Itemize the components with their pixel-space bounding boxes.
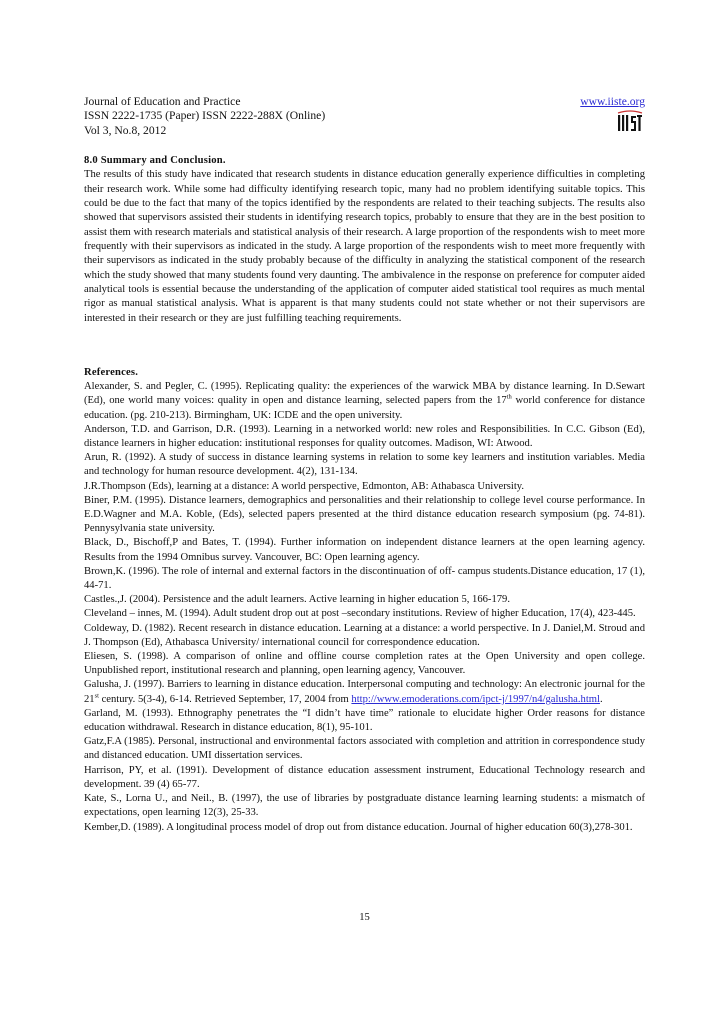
reference-item: Castles.,J. (2004). Persistence and the adult learners. Active learning in higher education 5, 166-179.: [84, 594, 510, 606]
reference-item: Eliesen, S. (1998). A comparison of online and offline course completion rates at the Open University and open college. Unpublished report, institutional research and planning, open learning agency, Vancouver.: [84, 651, 645, 677]
volume-line: Vol 3, No.8, 2012: [84, 123, 167, 137]
reference-item: Anderson, T.D. and Garrison, D.R. (1993). Learning in a networked world: new roles and Responsibilities. In C.C. Gibson (Ed), distance learners in higher education: institutional responses for quality outcomes. Madison, WI: Atwood.: [84, 423, 645, 450]
summary-paragraph: The results of this study have indicated that research students in distance education generally experience difficulties in completing their research work. While some had difficulty identifying research topic, many had no problem identifying suitable topics. This could be due to the fact that many of the topics identified by the respondents are related to their teaching subjects. The results also showed that supervisors assisted their students in identifying research topics, probably to ensure that they are in the best position to assist them with research materials and statistical analysis of their research. A large proportion of the respondents wish to meet more frequently with their supervisors as indicated in the study. A large proportion of the respondents wish to meet more frequently with their supervisors as indicated in the study probably because of the difficulty in analyzing the statistical component of the research which the study showed that many students found very daunting. The ambivalence in the response on preference for computer aided analytical tools is essential because the understanding of the application of computer aided statistical tool requires as much mental rigor as manual statistical analysis. What is apparent is that many students could not state whether or not their supervisors are interested in their research or they are just fulfilling teaching requirements.: [84, 169, 645, 324]
reference-item: J.R.Thompson (Eds), learning at a distance: A world perspective, Edmonton, AB: Athabasca University.: [84, 480, 525, 492]
reference-item: Brown,K. (1996). The role of internal and external factors in the discontinuation of off- campus students.Distance education, 17 (1), 44-71.: [84, 565, 645, 592]
reference-item: Alexander, S. and Pegler, C. (1995). Replicating quality: the experiences of the warwick MBA by distance learning. In D.Sewart (Ed), one world many voices: quality in open and distance learning, selected papers from the 17th world conference for distance education. (pg. 210-213). Birmingham, UK: ICDE and the open university.: [84, 381, 645, 421]
reference-item: Kate, S., Lorna U., and Neil., B. (1997), the use of libraries by postgraduate distance learning learning students: a mismatch of expectations, open learning 12(3), 25-33.: [84, 793, 645, 819]
reference-item: Black, D., Bischoff,P and Bates, T. (1994). Further information on independent distance learners at the open learning agency. Results from the 1994 Omnibus survey. Vancouver, BC: Open learning agency.: [84, 537, 645, 563]
issn-line: ISSN 2222-1735 (Paper) ISSN 2222-288X (Online): [84, 109, 326, 123]
reference-item: Arun, R. (1992). A study of success in distance learning systems in relation to some key learners and institution variables. Media and technology for human resource development. 4(2), 131-134.: [84, 452, 645, 478]
reference-item: Kember,D. (1989). A longitudinal process model of drop out from distance education. Journal of higher education 60(3),278-301.: [84, 821, 633, 833]
summary-heading: 8.0 Summary and Conclusion.: [84, 155, 226, 166]
iiste-logo: [617, 110, 643, 132]
references-section: [84, 366, 645, 835]
reference-item: Harrison, PY, et al. (1991). Development of distance education assessment instrument, Educational Technology research and development. 39 (4) 65-77.: [84, 764, 645, 790]
reference-item: Gatz,F.A (1985). Personal, instructional and environmental factors associated with completion and attrition in correspondence study and distanced education. UMI dissertation services.: [84, 736, 645, 762]
reference-item: Biner, P.M. (1995). Distance learners, demographics and personalities and their relationship to college level course performance. In E.D.Wagner and M.A. Koble, (Eds), selected papers presented at the third distance education research symposium (pg. 74-81). Pennysylvania state university.: [84, 494, 645, 535]
reference-item: Cleveland – innes, M. (1994). Adult student drop out at post –secondary institutions. Review of higher Education, 17(4), 423-445.: [84, 608, 636, 620]
reference-item: Coldeway, D. (1982). Recent research in distance education. Learning at a distance: a world perspective. In J. Daniel,M. Stroud and J. Thompson (Ed), Athabasca University/ international council for correspondence education.: [84, 622, 645, 648]
journal-url-link[interactable]: www.iiste.org: [580, 95, 645, 108]
journal-title: Journal of Education and Practice: [84, 95, 241, 108]
references-heading: References.: [84, 367, 139, 378]
reference-item: Galusha, J. (1997). Barriers to learning in distance education. Interpersonal computing and technology: An electronic journal for the 21st century. 5(3-4), 6-14. Retrieved September, 17, 2004 from http://www.emoderations.com/ipct-j/1997/n4/galusha.html.: [84, 679, 645, 705]
summary-section: [84, 154, 645, 326]
running-header: [84, 95, 645, 138]
galusha-link[interactable]: http://www.emoderations.com/ipct-j/1997/n4/galusha.html: [351, 693, 600, 705]
reference-item: Garland, M. (1993). Ethnography penetrates the “I didn’t have time” rationale to elucidate higher Order reasons for distance education withdrawal. Research in distance education, 8(1), 95-101.: [84, 707, 645, 734]
page-number: 15: [359, 912, 370, 923]
